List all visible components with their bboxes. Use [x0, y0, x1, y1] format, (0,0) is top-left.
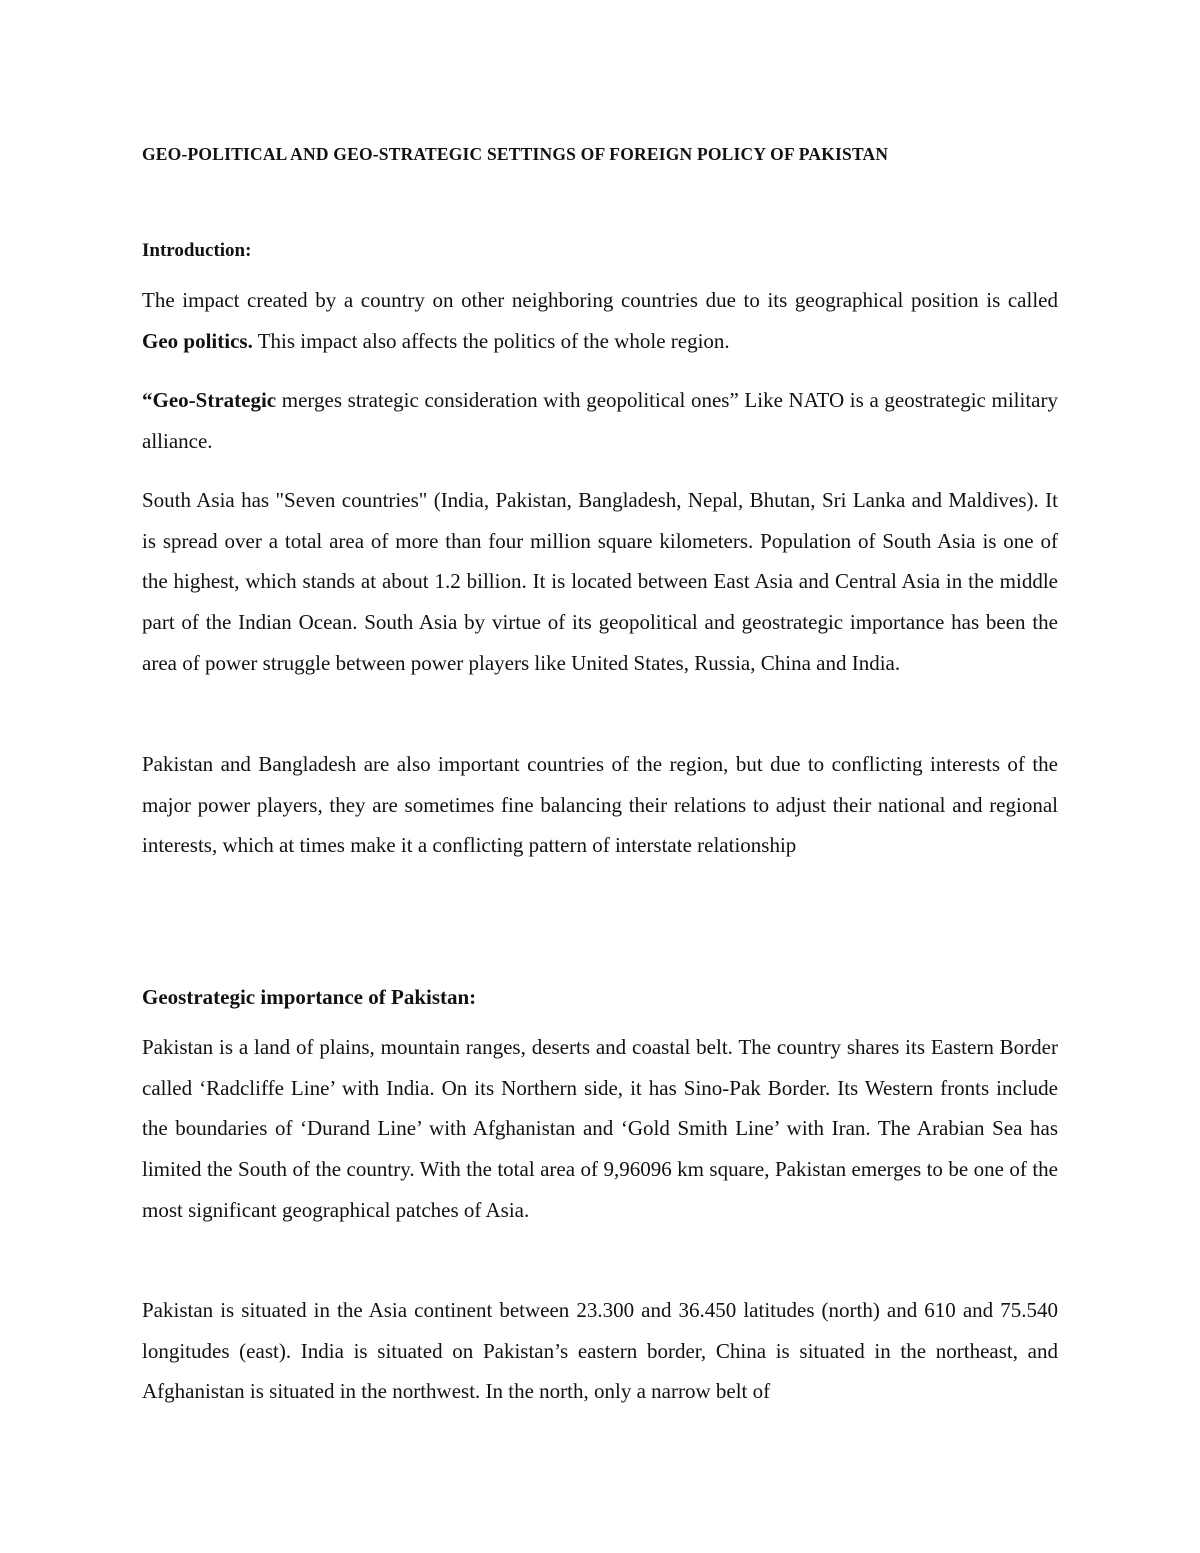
paragraph-pakistan-bangladesh: Pakistan and Bangladesh are also important countries of the region, but due to conflicting interests of the major power players, they are sometimes fine balancing their relations to adjust their national and regional interests, which at times make it a conflicting pattern of interstate relationship — [142, 752, 1058, 858]
bold-term-geo-politics: Geo politics. — [142, 328, 253, 353]
paragraph-geostrategic-definition — [142, 380, 1058, 461]
bold-term-geo-strategic: “Geo-Strategic — [142, 388, 277, 412]
paragraph-south-asia: South Asia has "Seven countries" (India, Pakistan, Bangladesh, Nepal, Bhutan, Sri Lanka and Maldives). It is spread over a total area of more than four million square kilometers. Population of South Asia is one of the highest, which stands at about 1.2 billion. It is located between East Asia and Central Asia in the middle part of the Indian Ocean. South Asia by virtue of its geopolitical and geostrategic importance has been the area of power struggle between power players like United States, Russia, China and India. — [142, 488, 1058, 675]
paragraph-pakistan-location: Pakistan is situated in the Asia continent between 23.300 and 36.450 latitudes (north) and 610 and 75.540 longitudes (east). India is situated on Pakistan’s eastern border, China is situated in the northeast, and Afghanistan is situated in the northwest. In the north, only a narrow belt of — [142, 1298, 1058, 1404]
geostrategic-importance-heading: Geostrategic importance of Pakistan: — [142, 985, 477, 1009]
document-title: GEO-POLITICAL AND GEO-STRATEGIC SETTINGS OF FOREIGN POLICY OF PAKISTAN — [142, 144, 889, 164]
paragraph-pakistan-borders: Pakistan is a land of plains, mountain ranges, deserts and coastal belt. The country shares its Eastern Border called ‘Radcliffe Line’ with India. On its Northern side, it has Sino-Pak Border. Its Western fronts include the boundaries of ‘Durand Line’ with Afghanistan and ‘Gold Smith Line’ with Iran. The Arabian Sea has limited the South of the country. With the total area of 9,96096 km square, Pakistan emerges to be one of the most significant geographical patches of Asia. — [142, 1035, 1058, 1222]
introduction-heading: Introduction: — [142, 240, 252, 261]
paragraph-geopolitics-definition — [142, 280, 1058, 361]
paragraph-text: This impact also affects the politics of the whole region. — [252, 328, 730, 353]
paragraph-text: merges strategic consideration with geopolitical ones” Like NATO is a geostrategic military alliance. — [142, 388, 1058, 453]
paragraph-text: The impact created by a country on other neighboring countries due to its geographical position is called — [142, 288, 1058, 312]
